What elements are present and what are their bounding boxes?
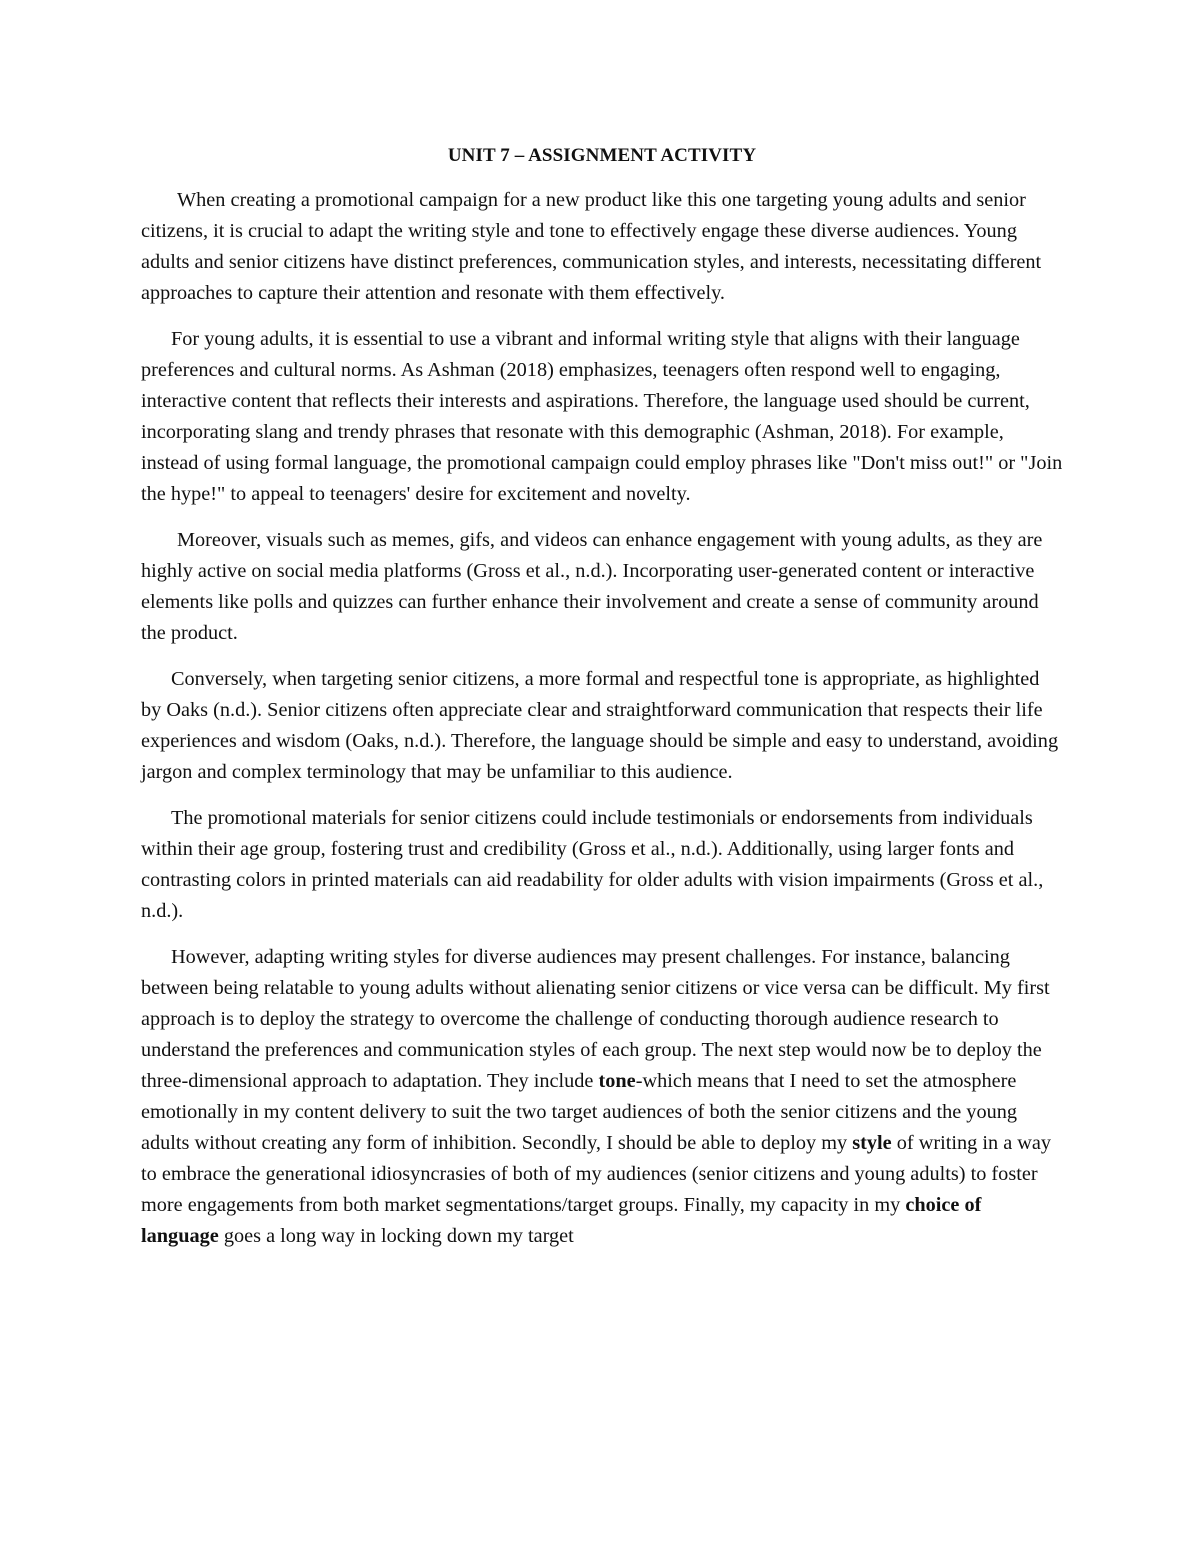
bold-term-tone: tone: [598, 1070, 636, 1092]
bold-term-style: style: [852, 1132, 892, 1154]
document-body: [141, 142, 1063, 1267]
bold-term-choice-of-language: choice of language: [141, 1194, 982, 1247]
paragraph-young-adults: For young adults, it is essential to use a vibrant and informal writing style that aligns with their language preferences and cultural norms. As Ashman (2018) emphasizes, teenagers often respond well to engaging, interactive content that reflects their interests and aspirations. Therefore, the language used should be current, incorporating slang and trendy phrases that resonate with this demographic (Ashman, 2018). For example, instead of using formal language, the promotional campaign could employ phrases like "Don't miss out!" or "Join the hype!" to appeal to teenagers' desire for excitement and novelty.: [141, 328, 1063, 505]
challenges-text-4: goes a long way in locking down my target: [218, 1225, 574, 1247]
paragraph-visuals: Moreover, visuals such as memes, gifs, and videos can enhance engagement with young adults, as they are highly active on social media platforms (Gross et al., n.d.). Incorporating user-generated content or interactive elements like polls and quizzes can further enhance their involvement and create a sense of community around the product.: [141, 529, 1043, 644]
challenges-text-2: -which means that I need to set the atmosphere emotionally in my content delivery to suit the two target audiences of both the senior citizens and the young adults without creating any form of inhibition. Secondly, I should be able to deploy my: [141, 1070, 1018, 1154]
paragraph-promotional-materials: The promotional materials for senior citizens could include testimonials or endorsements from individuals within their age group, fostering trust and credibility (Gross et al., n.d.). Additionally, using larger fonts and contrasting colors in printed materials can aid readability for older adults with vision impairments (Gross et al., n.d.).: [141, 807, 1044, 922]
paragraph-intro: When creating a promotional campaign for a new product like this one targeting young adults and senior citizens, it is crucial to adapt the writing style and tone to effectively engage these diverse audiences. Young adults and senior citizens have distinct preferences, communication styles, and interests, necessitating different approaches to capture their attention and resonate with them effectively.: [141, 189, 1042, 304]
paragraph-challenges: [141, 942, 1063, 1252]
paragraph-senior-citizens: Conversely, when targeting senior citizens, a more formal and respectful tone is appropriate, as highlighted by Oaks (n.d.). Senior citizens often appreciate clear and straightforward communication that respects their life experiences and wisdom (Oaks, n.d.). Therefore, the language should be simple and easy to understand, avoiding jargon and complex terminology that may be unfamiliar to this audience.: [141, 668, 1059, 783]
challenges-text-1: However, adapting writing styles for diverse audiences may present challenges. For instance, balancing between being relatable to young adults without alienating senior citizens or vice versa can be difficult. My first approach is to deploy the strategy to overcome the challenge of conducting thorough audience research to understand the preferences and communication styles of each group. The next step would now be to deploy the three-dimensional approach to adaptation. They include: [141, 946, 1050, 1092]
challenges-text-3: of writing in a way to embrace the generational idiosyncrasies of both of my audiences (senior citizens and young adults) to foster more engagements from both market segmentations/target groups. Finally, my capacity in my: [141, 1132, 1052, 1216]
page-title: UNIT 7 – ASSIGNMENT ACTIVITY: [447, 145, 757, 166]
